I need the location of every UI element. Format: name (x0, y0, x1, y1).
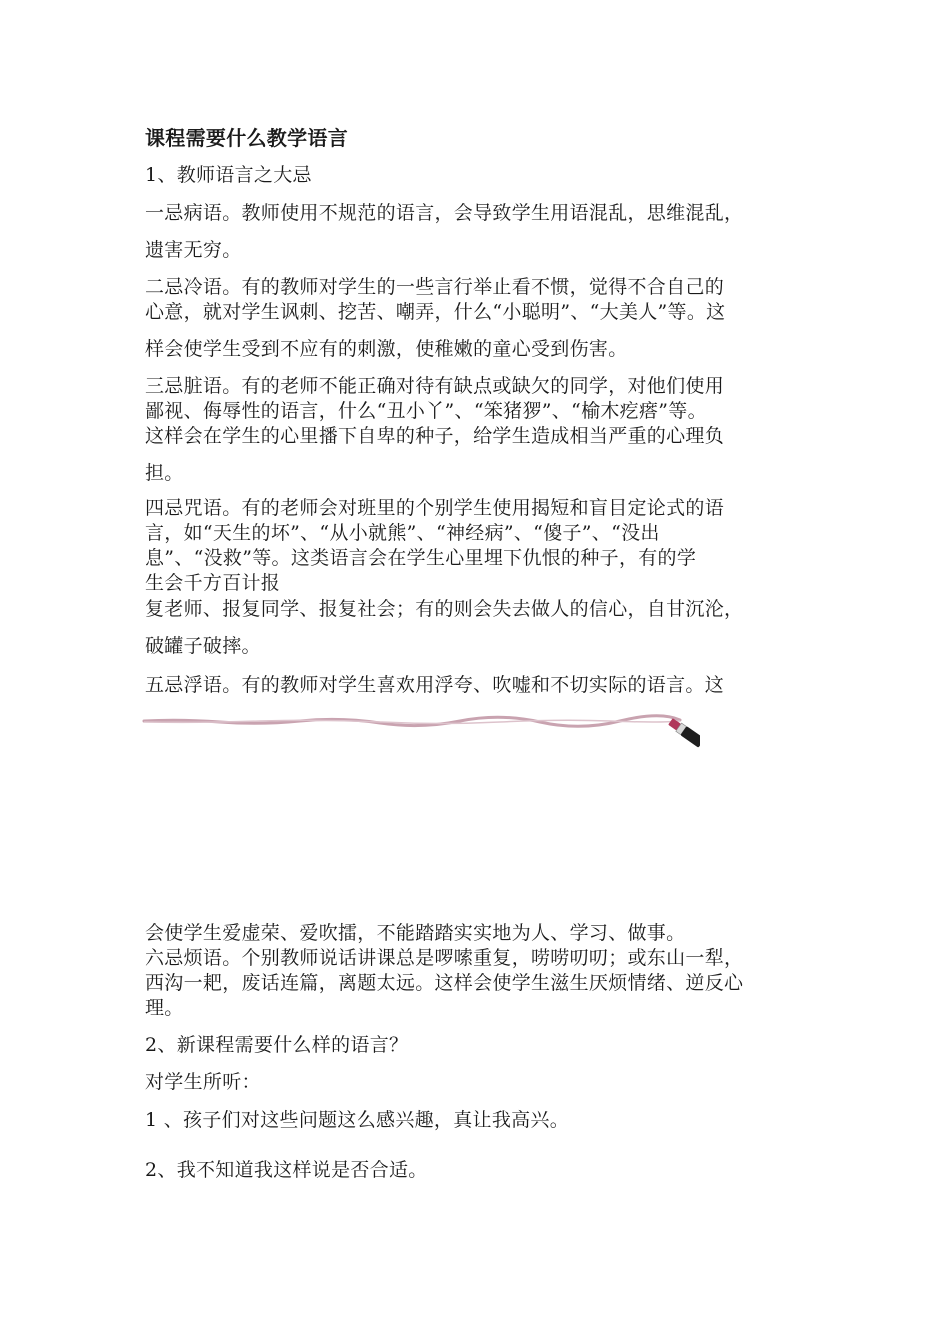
paragraph-line: 言，如“天生的坏”、“从小就熊”、“神经病”、“傻子”、“没出 (145, 522, 660, 544)
paragraph-line: 破罐子破摔。 (145, 635, 261, 657)
list-item: 2、我不知道我这样说是否合适。 (145, 1159, 428, 1181)
page-title: 课程需要什么教学语言 (145, 126, 348, 150)
paragraph-line: 复老师、报复同学、报复社会；有的则会失去做人的信心，自甘沉沦， (145, 598, 744, 620)
paragraph-line: 四忌咒语。有的老师会对班里的个别学生使用揭短和盲目定论式的语 (145, 497, 725, 519)
paragraph-line: 这样会在学生的心里播下自卑的种子，给学生造成相当严重的心理负 (145, 425, 725, 447)
lipstick-divider (140, 698, 700, 758)
paragraph-line: 担。 (145, 462, 184, 484)
paragraph-line: 六忌烦语。个别教师说话讲课总是啰嗦重复，唠唠叨叨；或东山一犁， (145, 947, 744, 969)
paragraph-line: 三忌脏语。有的老师不能正确对待有缺点或缺欠的同学，对他们使用 (145, 375, 725, 397)
paragraph-line: 会使学生爱虚荣、爱吹擂，不能踏踏实实地为人、学习、做事。 (145, 922, 686, 944)
paragraph-line: 一忌病语。教师使用不规范的语言，会导致学生用语混乱，思维混乱， (145, 202, 744, 224)
paragraph-line: 西沟一耙，废话连篇，离题太远。这样会使学生滋生厌烦情绪、逆反心 (145, 972, 744, 994)
paragraph-line: 息”、“没救”等。这类语言会在学生心里埋下仇恨的种子，有的学 (145, 547, 697, 569)
lipstick-icon (667, 717, 700, 748)
paragraph-line: 遗害无穷。 (145, 239, 242, 261)
paragraph-line: 二忌冷语。有的教师对学生的一些言行举止看不惯，觉得不合自己的 (145, 276, 725, 298)
paragraph-line: 对学生所听： (145, 1071, 261, 1093)
paragraph-line: 心意，就对学生讽刺、挖苦、嘲弄，什么“小聪明”、“大美人”等。这 (145, 301, 726, 323)
paragraph-line: 五忌浮语。有的教师对学生喜欢用浮夸、吹嘘和不切实际的语言。这 (145, 674, 725, 696)
section-heading: 1、教师语言之大忌 (145, 164, 312, 186)
paragraph-line: 理。 (145, 997, 184, 1019)
paragraph-line: 生会千方百计报 (145, 572, 281, 594)
section-heading: 2、新课程需要什么样的语言？ (145, 1034, 409, 1056)
list-item: 1 、孩子们对这些问题这么感兴趣，真让我高兴。 (145, 1109, 570, 1131)
paragraph-line: 鄙视、侮辱性的语言，什么“丑小丫”、“笨猪猡”、“榆木疙瘩”等。 (145, 400, 707, 422)
paragraph-line: 样会使学生受到不应有的刺激，使稚嫩的童心受到伤害。 (145, 338, 628, 360)
